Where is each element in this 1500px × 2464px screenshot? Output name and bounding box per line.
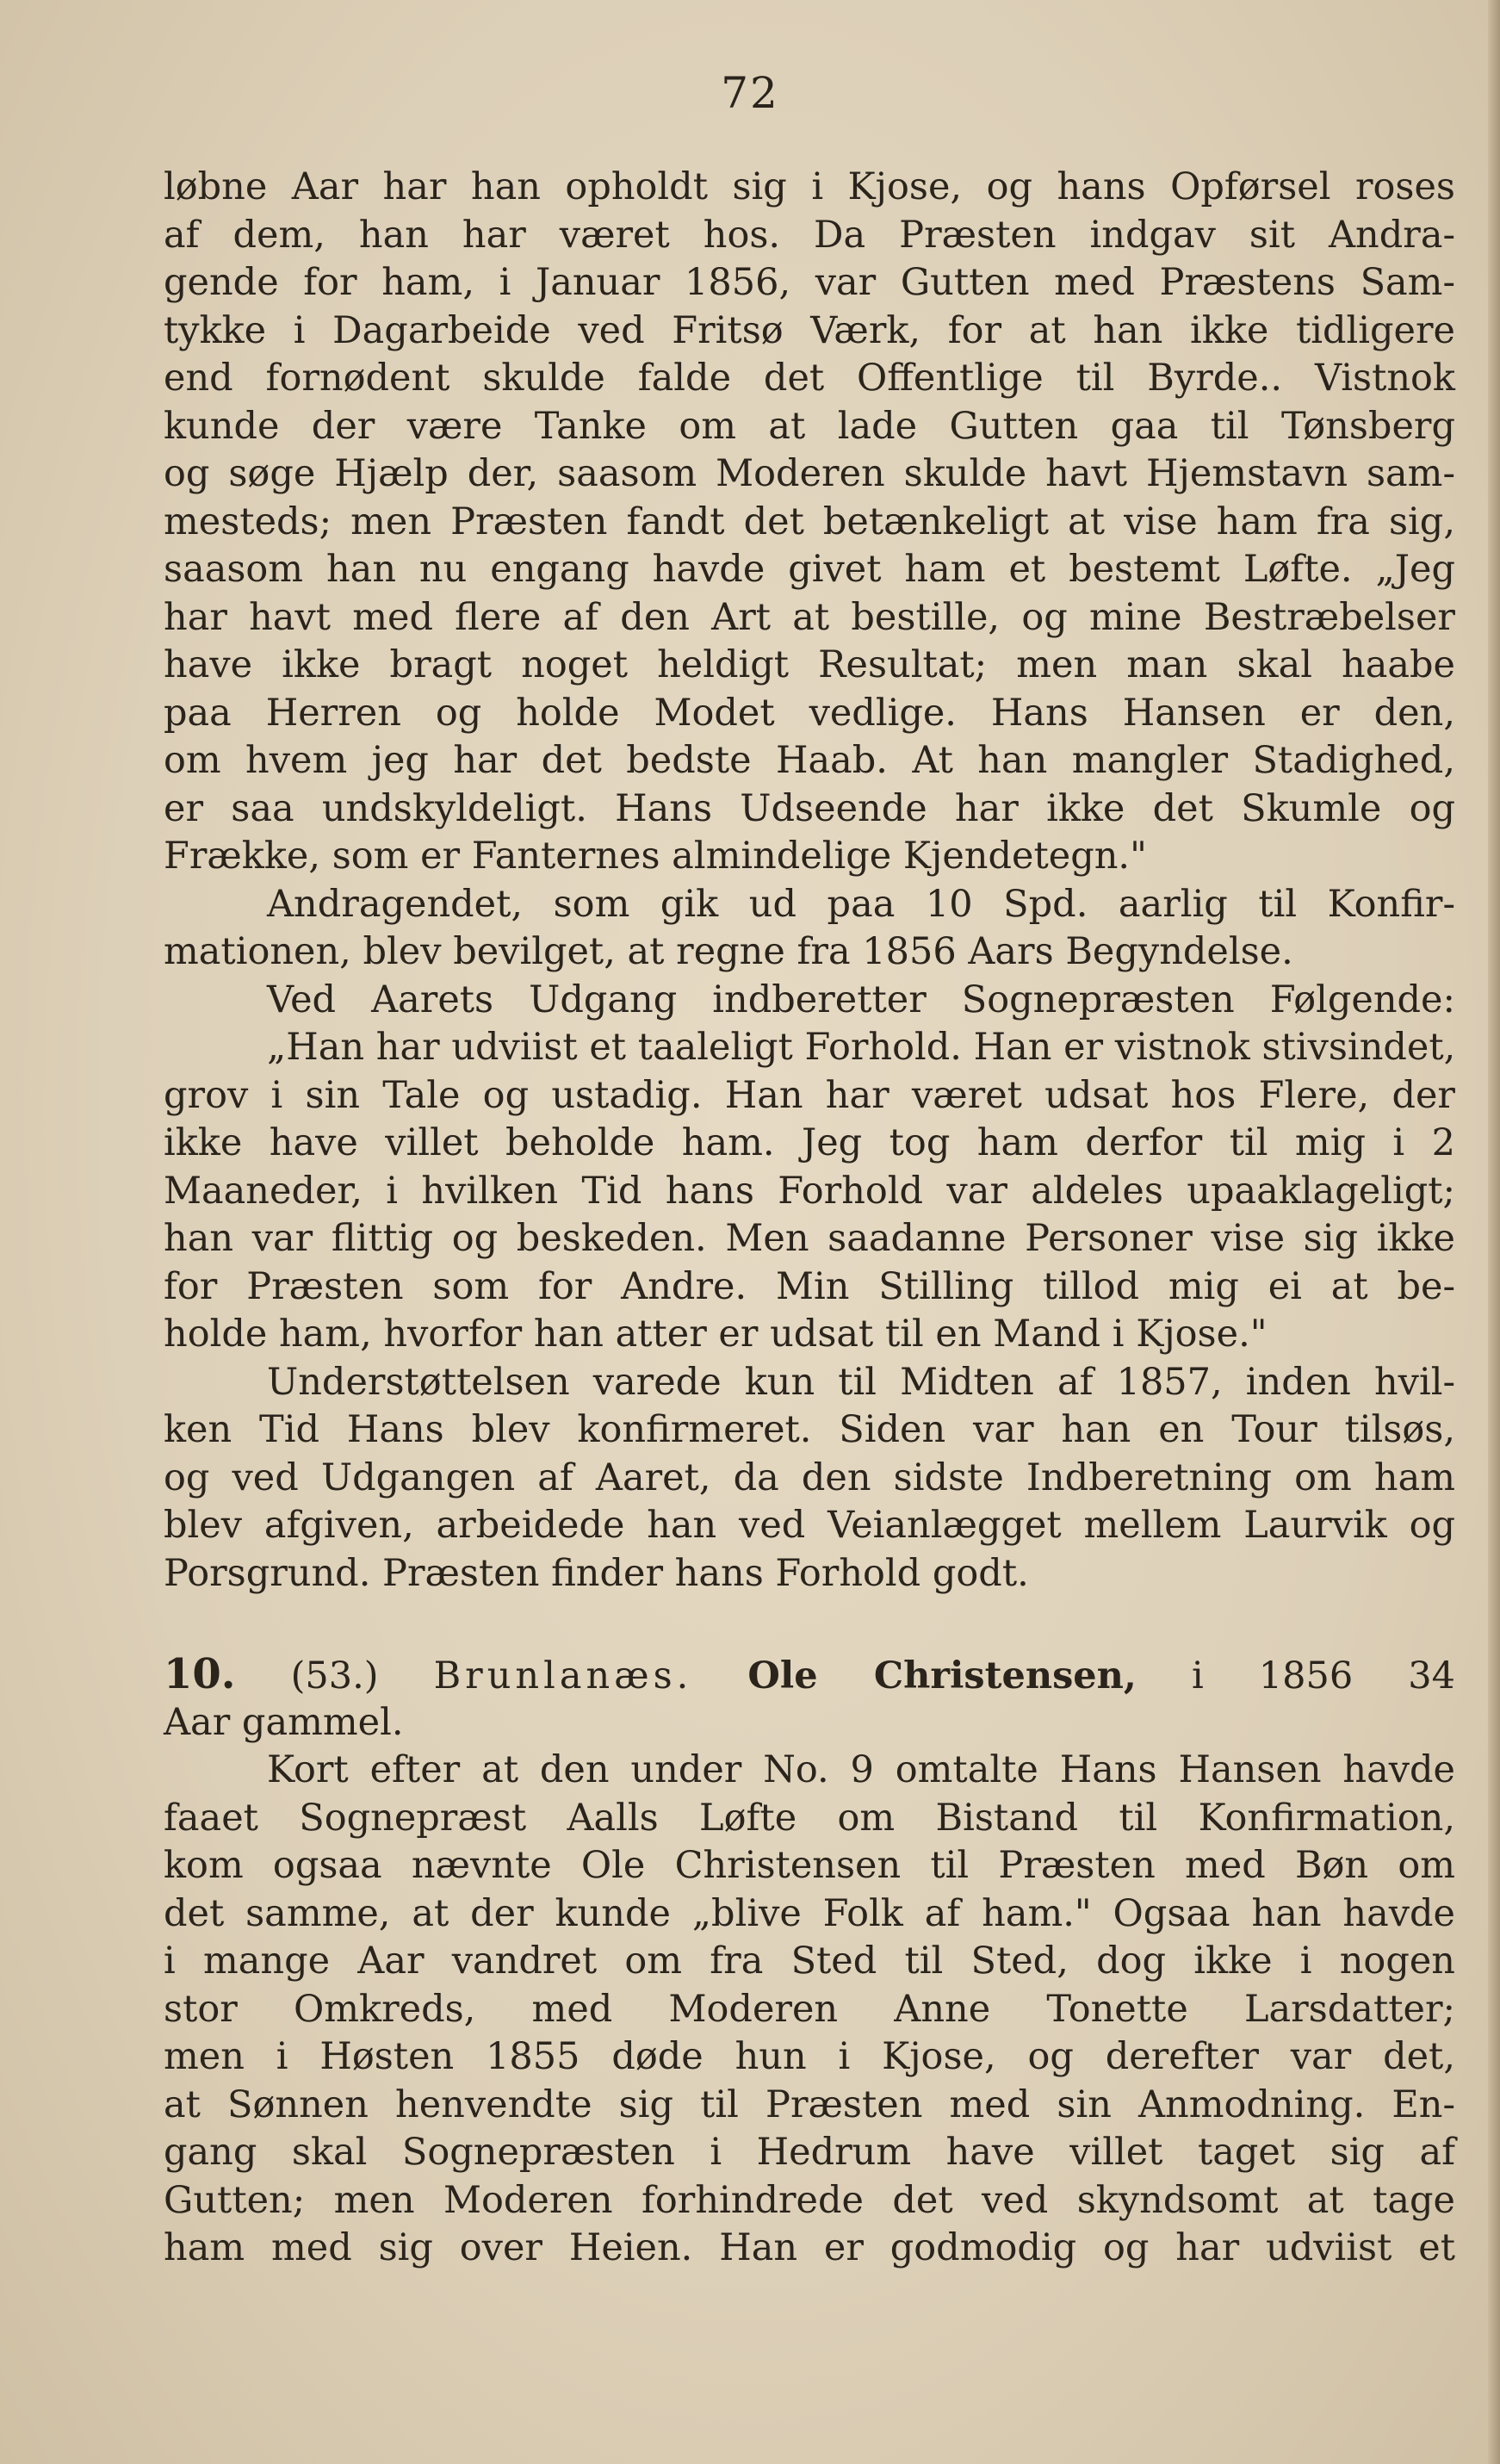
text-line: gende for ham, i Januar 1856, var Gutten med Præstens Sam-: [164, 261, 1455, 304]
section-heading-line: [164, 1651, 1455, 1699]
text-line: men i Høsten 1855 døde hun i Kjose, og derefter var det,: [164, 2035, 1455, 2078]
text-line: at Sønnen henvendte sig til Præsten med sin Anmodning. En-: [164, 2082, 1455, 2126]
text-line: har havt med flere af den Art at bestille, og mine Bestræbelser: [164, 595, 1455, 639]
text-line: paa Herren og holde Modet vedlige. Hans Hansen er den,: [164, 691, 1455, 735]
text-line: og søge Hjælp der, saasom Moderen skulde havt Hjemstavn sam-: [164, 452, 1455, 495]
text-line: Andragendet, som gik ud paa 10 Spd. aarlig til Konfir-: [267, 882, 1455, 926]
section-ref: (53.): [290, 1654, 379, 1697]
text-line: ikke have villet beholde ham. Jeg tog ham derfor til mig i 2: [164, 1121, 1455, 1164]
section-heading-rest: i 1856 34: [1191, 1654, 1455, 1697]
text-line: ham med sig over Heien. Han er godmodig og har udviist et: [164, 2226, 1455, 2269]
text-line: er saa undskyldeligt. Hans Udseende har ikke det Skumle og: [164, 786, 1455, 830]
text-line: tykke i Dagarbeide ved Fritsø Værk, for at han ikke tidligere: [164, 308, 1455, 352]
paragraph-1: [164, 164, 1455, 881]
text-line: af dem, han har været hos. Da Præsten indgav sit Andra-: [164, 213, 1455, 257]
text-line: om hvem jeg har det bedste Haab. At han mangler Stadighed,: [164, 739, 1455, 782]
page-edge: [1488, 0, 1500, 2464]
text-line: have ikke bragt noget heldigt Resultat; men man skal haabe: [164, 643, 1455, 686]
section-10-heading: [164, 1651, 1455, 1747]
text-line: kom ogsaa nævnte Ole Christensen til Præsten med Bøn om: [164, 1844, 1455, 1887]
text-line: Ved Aarets Udgang indberetter Sognepræsten Følgende:: [267, 978, 1455, 1021]
paragraph-3: [164, 977, 1455, 1025]
text-line: mationen, blev bevilget, at regne fra 1856 Aars Begyndelse.: [164, 930, 1293, 973]
text-line: blev afgiven, arbeidede han ved Veianlægget mellem Laurvik og: [164, 1504, 1455, 1547]
text-line: det samme, at der kunde „blive Folk af ham." Ogsaa han havde: [164, 1891, 1455, 1935]
text-line: saasom han nu engang havde givet ham et bestemt Løfte. „Jeg: [164, 548, 1455, 591]
text-line: Maaneder, i hvilken Tid hans Forhold var aldeles upaaklageligt;: [164, 1169, 1455, 1213]
text-line: Frække, som er Fanternes almindelige Kjendetegn.": [164, 835, 1147, 878]
text-line: Understøttelsen varede kun til Midten af 1857, inden hvil-: [267, 1360, 1455, 1404]
section-person-name: Ole Christensen,: [747, 1654, 1137, 1697]
body-text: [164, 164, 1455, 2273]
section-place: Brunlanæs.: [433, 1654, 693, 1697]
text-line: grov i sin Tale og ustadig. Han har været udsat hos Flere, der: [164, 1073, 1455, 1117]
text-line: i mange Aar vandret om fra Sted til Sted, dog ikke i nogen: [164, 1940, 1455, 1983]
text-line: og ved Udgangen af Aaret, da den sidste Indberetning om ham: [164, 1455, 1455, 1499]
page-number: 72: [721, 68, 779, 118]
section-gap: [164, 1598, 1455, 1651]
text-line: Gutten; men Moderen forhindrede det ved skyndsomt at tage: [164, 2178, 1455, 2222]
text-line: Aar gammel.: [164, 1700, 404, 1744]
text-line: faaet Sognepræst Aalls Løfte om Bistand til Konfirmation,: [164, 1796, 1455, 1840]
text-line: holde ham, hvorfor han atter er udsat til en Mand i Kjose.": [164, 1313, 1268, 1356]
text-line: Kort efter at den under No. 9 omtalte Hans Hansen havde: [267, 1748, 1455, 1791]
text-line: han var flittig og beskeden. Men saadanne Personer vise sig ikke: [164, 1217, 1455, 1260]
text-line: „Han har udviist et taaleligt Forhold. Han er vistnok stivsindet,: [267, 1026, 1456, 1069]
text-line: ken Tid Hans blev konfirmeret. Siden var han en Tour tilsøs,: [164, 1408, 1455, 1451]
text-line: for Præsten som for Andre. Min Stilling tillod mig ei at be-: [164, 1264, 1455, 1308]
paragraph-5: [164, 1359, 1455, 1598]
paragraph-6: [164, 1747, 1455, 2273]
quotation: [164, 1024, 1455, 1359]
text-line: løbne Aar har han opholdt sig i Kjose, og hans Opførsel roses: [164, 165, 1455, 208]
text-line: gang skal Sognepræsten i Hedrum have villet taget sig af: [164, 2131, 1455, 2174]
paragraph-2: [164, 881, 1455, 977]
text-line: Porsgrund. Præsten finder hans Forhold godt.: [164, 1551, 1029, 1595]
section-number: 10.: [164, 1650, 236, 1698]
text-line: stor Omkreds, med Moderen Anne Tonette Larsdatter;: [164, 1987, 1455, 2031]
text-line: mesteds; men Præsten fandt det betænkeligt at vise ham fra sig,: [164, 500, 1455, 543]
text-line: kunde der være Tanke om at lade Gutten gaa til Tønsberg: [164, 404, 1455, 448]
text-line: end fornødent skulde falde det Offentlige til Byrde.. Vistnok: [164, 357, 1455, 400]
